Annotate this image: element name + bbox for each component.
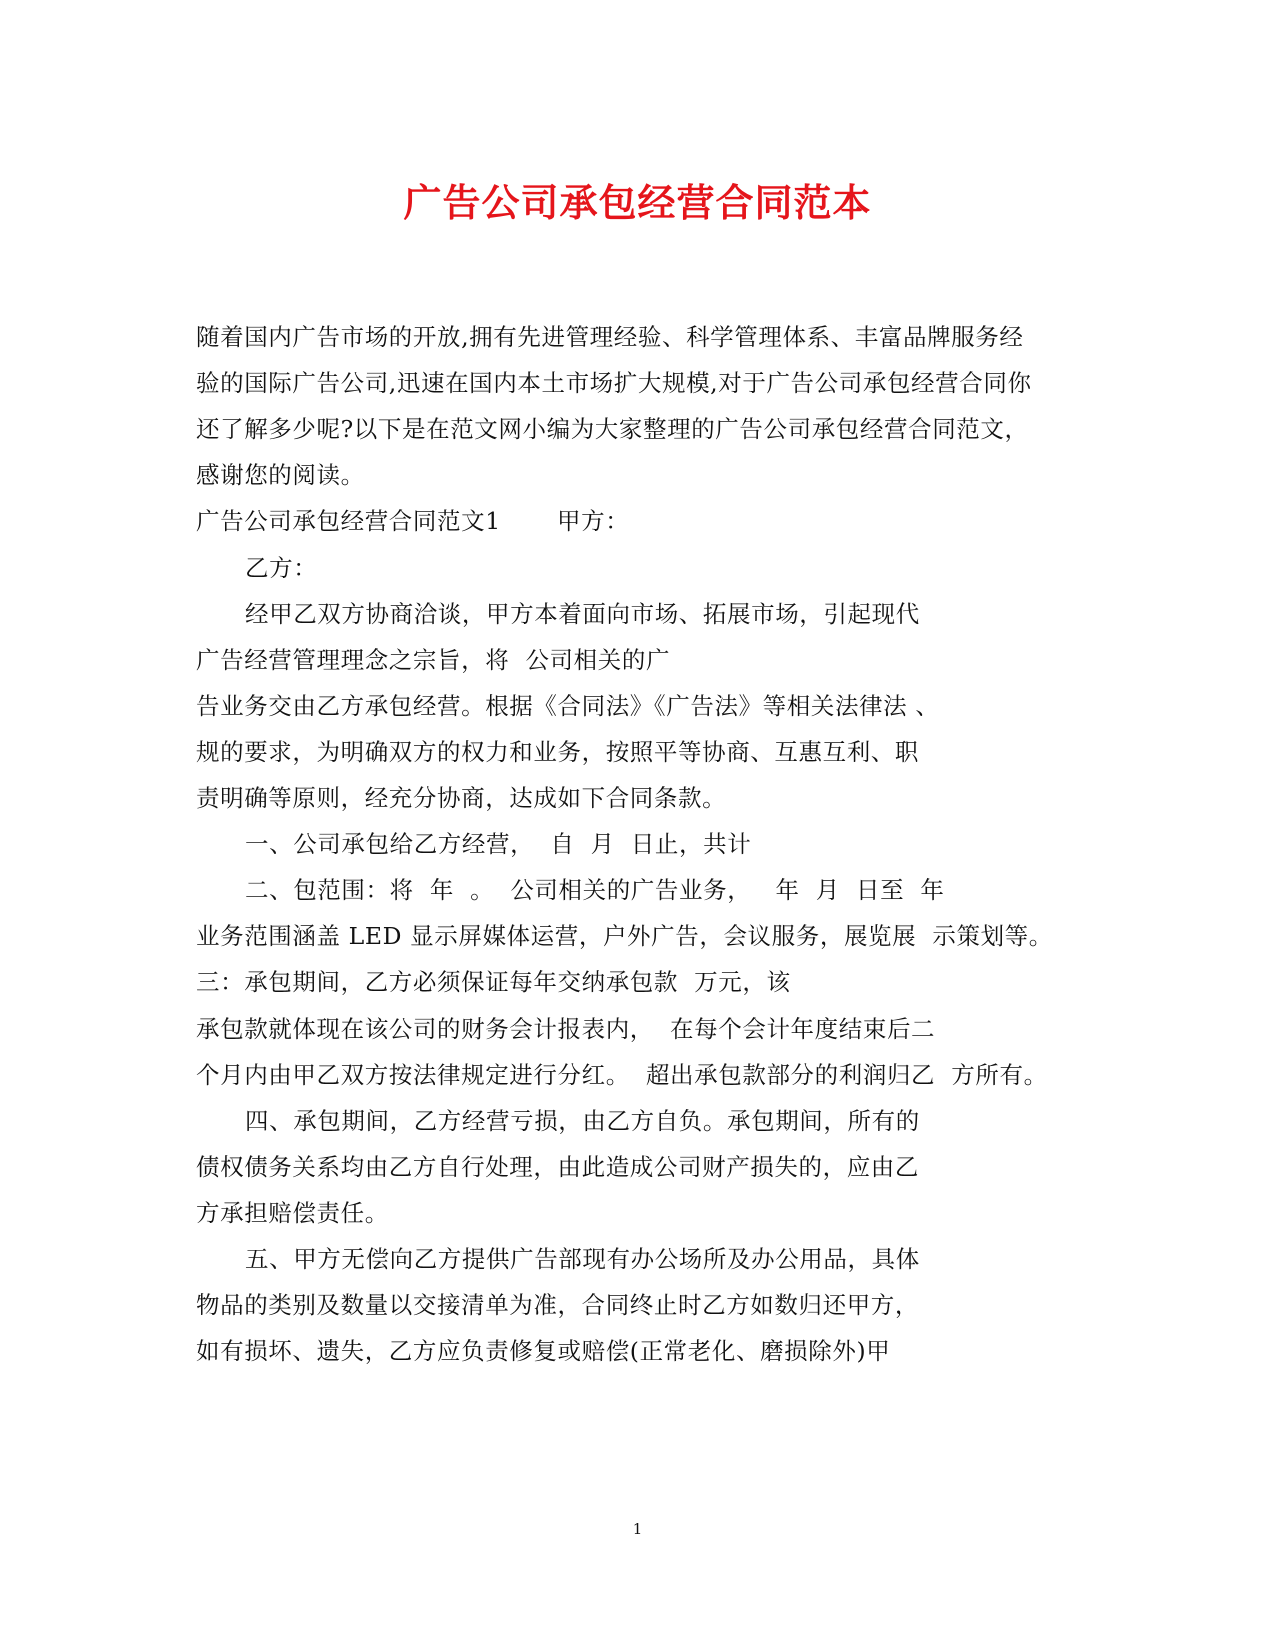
- body-line: 物品的类别及数量以交接清单为准，合同终止时乙方如数归还甲方，: [196, 1291, 919, 1319]
- body-line: 个月内由甲乙双方按法律规定进行分红。 超出承包款部分的利润归乙 方所有。: [196, 1061, 1048, 1089]
- body-line: 业务范围涵盖 LED 显示屏媒体运营，户外广告，会议服务，展览展 示策划等。: [196, 922, 1053, 950]
- body-line: 二、包范围：将 年 。 公司相关的广告业务， 年 月 日至 年: [245, 876, 945, 904]
- body-line: 方承担赔偿责任。: [196, 1199, 389, 1227]
- page-number: 1: [632, 1520, 643, 1538]
- body-line: 广告公司承包经营合同范文1 甲方：: [196, 507, 630, 535]
- body-line: 三：承包期间，乙方必须保证每年交纳承包款 万元，该: [196, 968, 791, 996]
- body-line: 验的国际广告公司,迅速在国内本土市场扩大规模,对于广告公司承包经营合同你: [196, 369, 1032, 397]
- body-line: 五、甲方无偿向乙方提供广告部现有办公场所及办公用品，具体: [245, 1245, 920, 1273]
- document-title: 广告公司承包经营合同范本: [403, 180, 872, 225]
- body-line: 责明确等原则，经充分协商，达成如下合同条款。: [196, 784, 727, 812]
- body-line: 规的要求，为明确双方的权力和业务，按照平等协商、互惠互利、职: [196, 738, 919, 766]
- body-line: 四、承包期间，乙方经营亏损，由乙方自负。承包期间，所有的: [245, 1107, 920, 1135]
- body-line: 如有损坏、遗失，乙方应负责修复或赔偿(正常老化、磨损除外)甲: [196, 1337, 891, 1365]
- body-line: 乙方：: [245, 554, 318, 582]
- body-line: 告业务交由乙方承包经营。根据《合同法》《广告法》等相关法律法 、: [196, 692, 940, 720]
- body-line: 承包款就体现在该公司的财务会计报表内， 在每个会计年度结束后二: [196, 1015, 936, 1043]
- body-line: 随着国内广告市场的开放,拥有先进管理经验、科学管理体系、丰富品牌服务经: [196, 323, 1024, 351]
- body-line: 债权债务关系均由乙方自行处理，由此造成公司财产损失的，应由乙: [196, 1153, 919, 1181]
- body-line: 感谢您的阅读。: [196, 461, 365, 489]
- body-line: 还了解多少呢?以下是在范文网小编为大家整理的广告公司承包经营合同范文，: [196, 415, 1029, 443]
- body-line: 广告经营管理理念之宗旨，将 公司相关的广: [196, 646, 671, 674]
- body-line: 一、公司承包给乙方经营， 自 月 日止，共计: [245, 830, 752, 858]
- body-line: 经甲乙双方协商洽谈，甲方本着面向市场、拓展市场，引起现代: [245, 600, 920, 628]
